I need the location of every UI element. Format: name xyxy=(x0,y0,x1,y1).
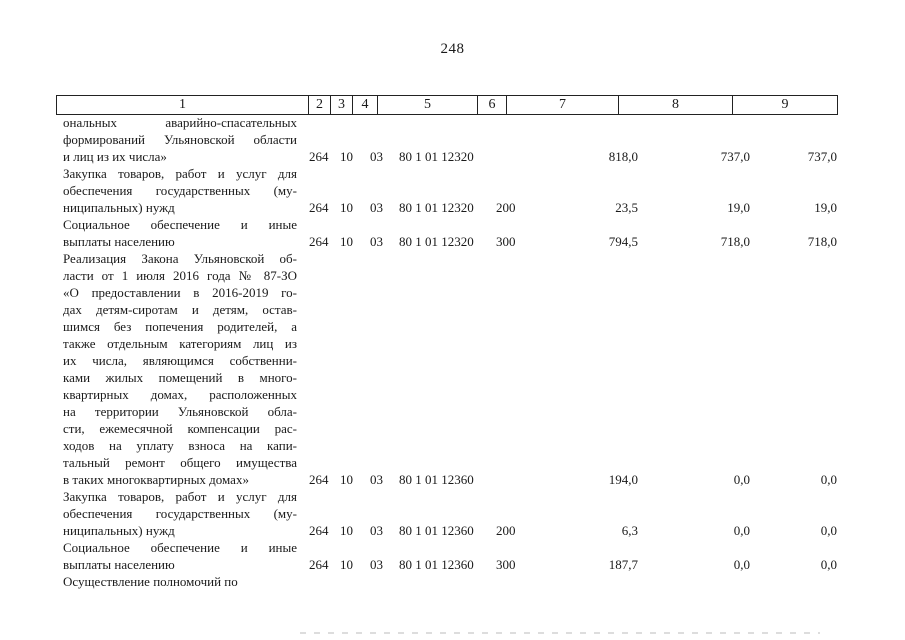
table-row xyxy=(63,573,853,590)
header-col-4: 4 xyxy=(353,96,378,114)
table-row xyxy=(63,250,853,488)
expense-type-code: 300 xyxy=(496,557,516,572)
section-code: 10 xyxy=(340,472,353,487)
description-line: тальный ремонт общего имущества xyxy=(63,455,297,470)
description-line: обеспечения государственных (му- xyxy=(63,183,297,198)
table-row xyxy=(63,165,853,216)
description-line: ниципальных) нужд xyxy=(63,200,175,215)
subsection-code: 03 xyxy=(370,200,383,215)
target-article-code: 80 1 01 12360 xyxy=(399,523,474,538)
header-col-6: 6 xyxy=(478,96,507,114)
description-line: выплаты населению xyxy=(63,557,175,572)
amount-col-8: 0,0 xyxy=(733,557,750,572)
amount-col-9: 737,0 xyxy=(807,149,837,164)
admin-code: 264 xyxy=(309,523,329,538)
target-article-code: 80 1 01 12360 xyxy=(399,472,474,487)
row-values xyxy=(63,471,853,488)
header-col-3: 3 xyxy=(331,96,353,114)
subsection-code: 03 xyxy=(370,523,383,538)
description-line: «О предоставлении в 2016-2019 го- xyxy=(63,285,297,300)
target-article-code: 80 1 01 12320 xyxy=(399,234,474,249)
table-row xyxy=(63,539,853,573)
row-values xyxy=(63,573,853,590)
description-line: Закупка товаров, работ и услуг для xyxy=(63,489,297,504)
amount-col-8: 0,0 xyxy=(733,523,750,538)
target-article-code: 80 1 01 12320 xyxy=(399,149,474,164)
amount-col-8: 19,0 xyxy=(727,200,750,215)
row-values xyxy=(63,199,853,216)
amount-col-7: 818,0 xyxy=(608,149,638,164)
description-line: ниципальных) нужд xyxy=(63,523,175,538)
admin-code: 264 xyxy=(309,149,329,164)
amount-col-7: 6,3 xyxy=(621,523,638,538)
amount-col-8: 737,0 xyxy=(720,149,750,164)
description-line: ходов на уплату взноса на капи- xyxy=(63,438,297,453)
description-line: Реализация Закона Ульяновской об- xyxy=(63,251,297,266)
admin-code: 264 xyxy=(309,234,329,249)
subsection-code: 03 xyxy=(370,149,383,164)
table-body xyxy=(63,114,853,590)
amount-col-9: 718,0 xyxy=(807,234,837,249)
description-line: и лиц из их числа» xyxy=(63,149,167,164)
section-code: 10 xyxy=(340,523,353,538)
description-line: дах детям-сиротам и детям, остав- xyxy=(63,302,297,317)
row-values xyxy=(63,233,853,250)
description-line: Осуществление полномочий по xyxy=(63,574,238,589)
description-line: Социальное обеспечение и иные xyxy=(63,540,297,555)
row-values xyxy=(63,556,853,573)
description-line: шимся без попечения родителей, а xyxy=(63,319,297,334)
description-line: сти, ежемесячной компенсации рас- xyxy=(63,421,297,436)
amount-col-7: 194,0 xyxy=(608,472,638,487)
amount-col-9: 0,0 xyxy=(820,523,837,538)
amount-col-7: 794,5 xyxy=(608,234,638,249)
admin-code: 264 xyxy=(309,472,329,487)
amount-col-9: 19,0 xyxy=(814,200,837,215)
row-description xyxy=(63,250,297,488)
table-row xyxy=(63,488,853,539)
target-article-code: 80 1 01 12320 xyxy=(399,200,474,215)
description-line: формирований Ульяновской области xyxy=(63,132,297,147)
expense-type-code: 200 xyxy=(496,200,516,215)
header-col-9: 9 xyxy=(733,96,838,114)
section-code: 10 xyxy=(340,149,353,164)
table-header-row xyxy=(56,95,838,115)
header-col-5: 5 xyxy=(378,96,478,114)
amount-col-7: 187,7 xyxy=(608,557,638,572)
row-values xyxy=(63,148,853,165)
row-values xyxy=(63,522,853,539)
subsection-code: 03 xyxy=(370,472,383,487)
description-line: также отдельным категориям лиц из xyxy=(63,336,297,351)
description-line: Социальное обеспечение и иные xyxy=(63,217,297,232)
description-line: выплаты населению xyxy=(63,234,175,249)
description-line: ками жилых помещений в много- xyxy=(63,370,297,385)
section-code: 10 xyxy=(340,234,353,249)
page-number: 248 xyxy=(440,41,465,57)
admin-code: 264 xyxy=(309,557,329,572)
header-col-1: 1 xyxy=(57,96,309,114)
header-col-7: 7 xyxy=(507,96,619,114)
amount-col-9: 0,0 xyxy=(820,472,837,487)
description-line: Закупка товаров, работ и услуг для xyxy=(63,166,297,181)
subsection-code: 03 xyxy=(370,234,383,249)
header-col-8: 8 xyxy=(619,96,733,114)
description-line: в таких многоквартирных домах» xyxy=(63,472,249,487)
table-row xyxy=(63,216,853,250)
section-code: 10 xyxy=(340,200,353,215)
description-line: ональных аварийно-спасательных xyxy=(63,115,297,130)
header-col-2: 2 xyxy=(309,96,331,114)
admin-code: 264 xyxy=(309,200,329,215)
scan-artifact xyxy=(300,632,820,634)
section-code: 10 xyxy=(340,557,353,572)
amount-col-8: 718,0 xyxy=(720,234,750,249)
amount-col-7: 23,5 xyxy=(615,200,638,215)
amount-col-9: 0,0 xyxy=(820,557,837,572)
table-row xyxy=(63,114,853,165)
target-article-code: 80 1 01 12360 xyxy=(399,557,474,572)
description-line: на территории Ульяновской обла- xyxy=(63,404,297,419)
amount-col-8: 0,0 xyxy=(733,472,750,487)
expense-type-code: 300 xyxy=(496,234,516,249)
subsection-code: 03 xyxy=(370,557,383,572)
description-line: квартирных домах, расположенных xyxy=(63,387,297,402)
description-line: ласти от 1 июля 2016 года № 87-ЗО xyxy=(63,268,297,283)
description-line: их числа, являющимся собственни- xyxy=(63,353,297,368)
expense-type-code: 200 xyxy=(496,523,516,538)
description-line: обеспечения государственных (му- xyxy=(63,506,297,521)
